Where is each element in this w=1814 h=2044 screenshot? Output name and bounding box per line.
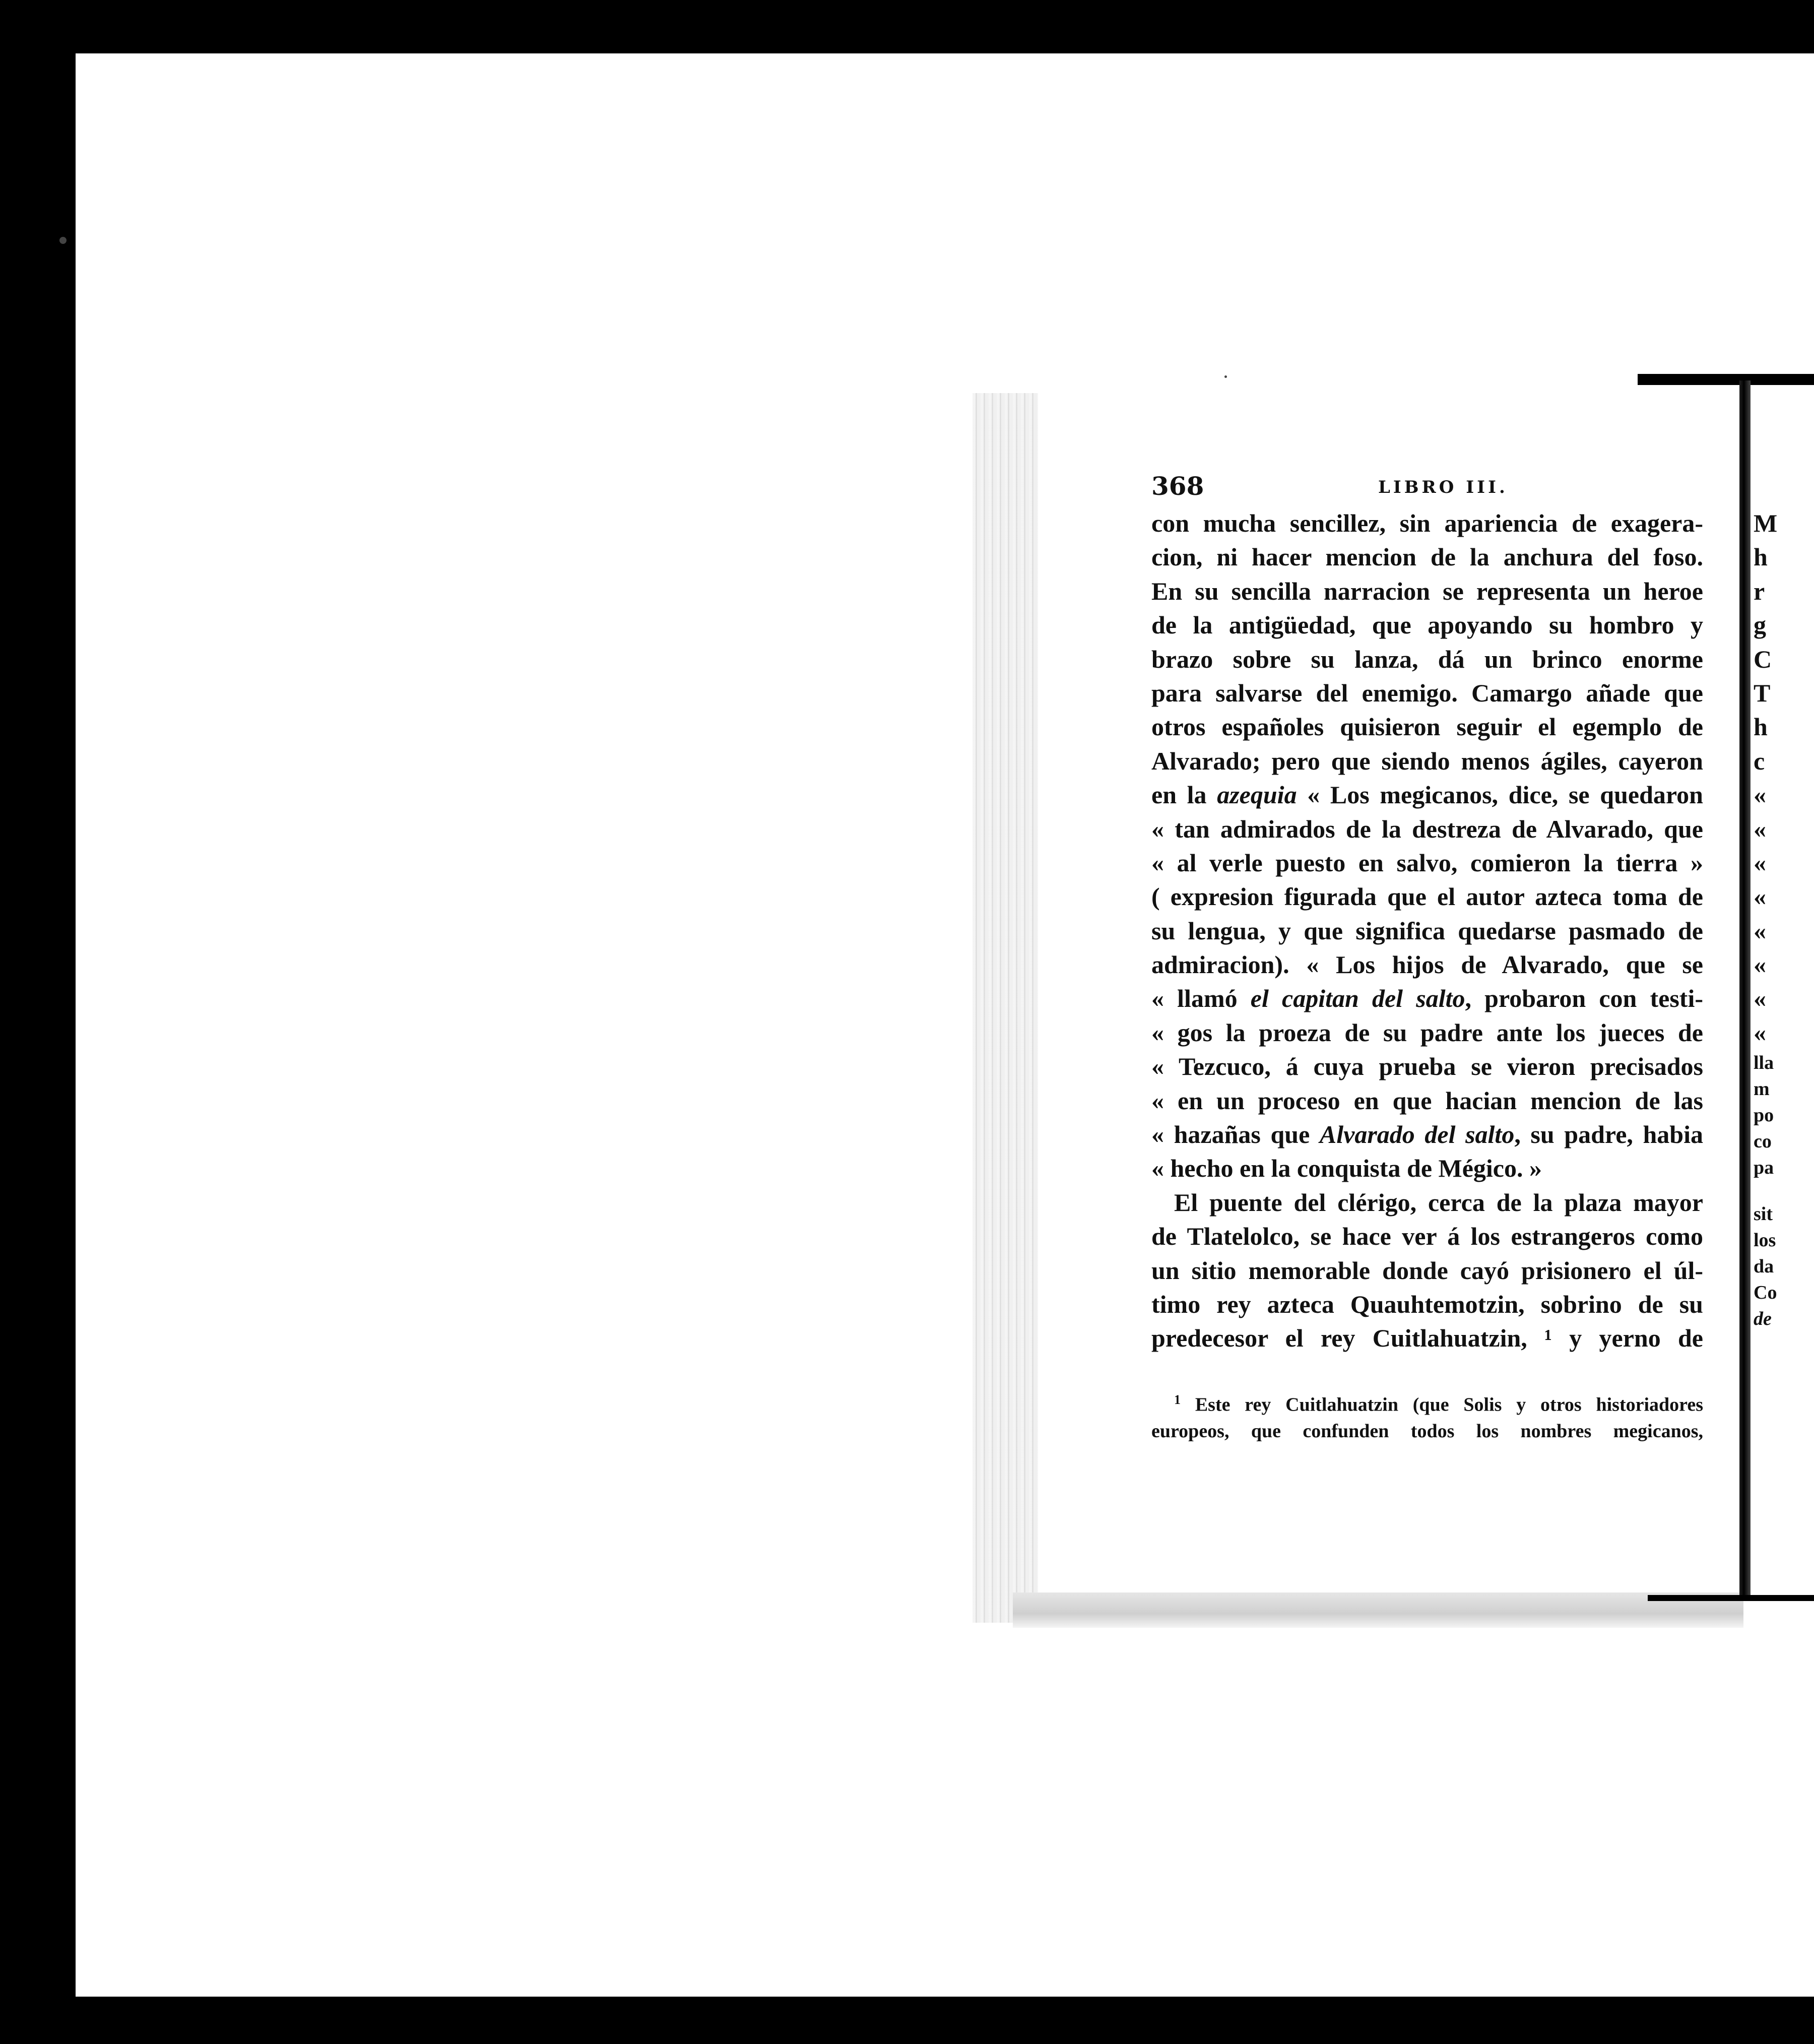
text-line: «	[1754, 882, 1766, 911]
footnote-mark: 1	[1174, 1392, 1181, 1407]
italic-term: el capitan del salto	[1250, 984, 1465, 1013]
text-run: , probaron con testi-	[1465, 984, 1703, 1013]
text-line: En su sencilla narracion se representa un heroe	[1151, 577, 1703, 605]
page-edge	[973, 393, 1038, 1623]
running-head	[1151, 471, 1706, 501]
text-line: «	[1754, 781, 1766, 809]
text-line: c	[1754, 746, 1765, 775]
footnote-line: europeos, que confunden todos los nombres megicanos,	[1151, 1420, 1703, 1442]
scan-speck	[1224, 375, 1227, 378]
text-line: Alvarado; pero que siendo menos ágiles, cayeron	[1151, 746, 1703, 775]
text-line: C	[1754, 645, 1772, 673]
facing-page-bottom-edge	[1648, 1595, 1814, 1601]
text-line: otros españoles quisieron seguir el egemplo de	[1151, 713, 1703, 741]
text-line: para salvarse del enemigo. Camargo añade que	[1151, 678, 1703, 707]
text-line: «	[1754, 814, 1766, 843]
text-run: « llamó	[1151, 984, 1251, 1013]
text-line: con mucha sencillez, sin apariencia de exagera-	[1151, 509, 1703, 537]
facing-page-text	[1754, 506, 1814, 1332]
text-line: h	[1754, 543, 1768, 571]
text-line: lla	[1754, 1052, 1774, 1074]
text-line: admiracion). « Los hijos de Alvarado, que se	[1151, 950, 1703, 979]
body-text	[1151, 506, 1703, 1356]
text-line: co	[1754, 1131, 1772, 1153]
text-line: g	[1754, 611, 1766, 640]
text-line: « gos la proeza de su padre ante los jueces de	[1151, 1018, 1703, 1047]
text-line: ( expresion figurada que el autor azteca toma de	[1151, 882, 1703, 911]
footnote-line	[1151, 1387, 1703, 1418]
page-number: 368	[1151, 471, 1204, 501]
italic-term: Alvarado del salto	[1319, 1120, 1515, 1149]
text-line: «	[1754, 1018, 1766, 1047]
text-run: en la	[1151, 781, 1217, 809]
text-line: su lengua, y que significa quedarse pasmado de	[1151, 916, 1703, 945]
italic-term: azequia	[1217, 781, 1297, 809]
text-line: El puente del clérigo, cerca de la plaza mayor	[1174, 1188, 1703, 1217]
text-line: « tan admirados de la destreza de Alvarado, que	[1151, 814, 1703, 843]
text-line: Co	[1754, 1282, 1777, 1304]
text-line: h	[1754, 713, 1768, 741]
text-line: pa	[1754, 1157, 1774, 1179]
text-line: timo rey azteca Quauhtemotzin, sobrino de su	[1151, 1290, 1703, 1318]
text-line: « Tezcuco, á cuya prueba se vieron precisados	[1151, 1052, 1703, 1081]
text-line: « en un proceso en que hacian mencion de las	[1151, 1086, 1703, 1115]
text-line: brazo sobre su lanza, dá un brinco enorme	[1151, 645, 1703, 673]
text-run: « hazañas que	[1151, 1120, 1320, 1149]
text-line: cion, ni hacer mencion de la anchura del foso.	[1151, 543, 1703, 571]
book-gutter	[1739, 380, 1751, 1600]
scan-speck	[59, 237, 67, 244]
running-title: LIBRO III.	[1378, 477, 1508, 497]
text-line: de Tlatelolco, se hace ver á los estrangeros como	[1151, 1222, 1703, 1251]
text-line: predecesor el rey Cuitlahuatzin, ¹ y yerno de	[1151, 1324, 1703, 1353]
text-run: « Los megicanos, dice, se quedaron	[1297, 781, 1703, 809]
scan-border-bottom	[0, 1997, 1814, 2044]
text-line: un sitio memorable donde cayó prisionero el úl-	[1151, 1256, 1703, 1285]
text-line: po	[1754, 1105, 1774, 1126]
text-line: «	[1754, 950, 1766, 979]
footnote	[1151, 1387, 1703, 1444]
text-line	[1151, 778, 1703, 812]
text-line: M	[1754, 509, 1778, 537]
text-line	[1151, 982, 1703, 1015]
text-run: , su padre, habia	[1514, 1120, 1704, 1149]
text-line: sit	[1754, 1203, 1773, 1225]
text-line: « hecho en la conquista de Mégico. »	[1151, 1154, 1542, 1183]
text-line: da	[1754, 1256, 1774, 1278]
text-line: « al verle puesto en salvo, comieron la tierra »	[1151, 848, 1703, 877]
page-bottom-edge	[1013, 1592, 1743, 1628]
text-line: r	[1754, 577, 1765, 605]
text-line: de	[1754, 1308, 1772, 1330]
spacer	[1754, 1181, 1814, 1201]
facing-page-top-edge	[1638, 374, 1814, 385]
scan-border-left	[0, 0, 76, 2044]
text-line: «	[1754, 916, 1766, 945]
text-line: «	[1754, 984, 1766, 1013]
text-line: los	[1754, 1230, 1776, 1251]
scan-border-top	[0, 0, 1814, 53]
text-line: de la antigüedad, que apoyando su hombro y	[1151, 611, 1703, 640]
text-line: m	[1754, 1078, 1770, 1100]
text-line	[1151, 1118, 1703, 1152]
footnote-text: Este rey Cuitlahuatzin (que Solis y otros historiadores	[1195, 1394, 1703, 1416]
text-line: «	[1754, 848, 1766, 877]
text-line: T	[1754, 678, 1771, 707]
